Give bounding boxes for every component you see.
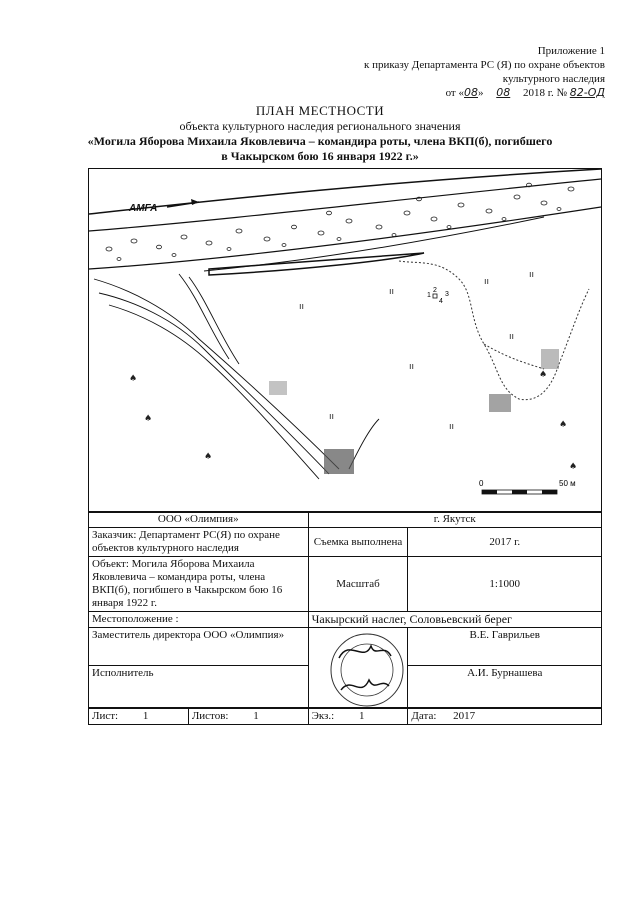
grass-icon: ıı	[389, 287, 395, 297]
scale-bar-seg-2	[512, 490, 527, 494]
grass-icon: ıı	[509, 332, 515, 342]
appendix-line-3: культурного наследия	[502, 73, 605, 85]
grass-icon: ıı	[449, 422, 455, 432]
performer-name-cell: А.И. Бурнашева	[408, 666, 602, 708]
city-cell: г. Якутск	[308, 512, 601, 528]
signature-cell	[308, 628, 408, 708]
copy-label: Экз.:	[311, 710, 335, 722]
grass-icon: ıı	[529, 270, 535, 280]
river-bank-north	[89, 169, 601, 214]
date-label: Дата:	[411, 710, 437, 722]
stamp-row-customer	[89, 528, 602, 557]
point-label-4: 4	[439, 298, 443, 305]
scale-label-cell: Масштаб	[308, 557, 408, 612]
object-title-line-2: в Чакырском бою 16 января 1922 г.»	[221, 149, 419, 163]
stamp-row-deputy	[89, 628, 602, 666]
survey-label-cell: Съемка выполнена	[308, 528, 408, 557]
sandbar-outline	[209, 253, 424, 275]
appendix-line-1: Приложение 1	[537, 45, 605, 57]
deputy-label-cell: Заместитель директора ООО «Олимпия»	[89, 628, 309, 666]
stamp-row-company	[89, 512, 602, 528]
point-label-2: 2	[433, 287, 437, 294]
object-title-line-1: «Могила Яборова Михаила Яковлевича – командира роты, члена ВКП(б), погибшего	[87, 134, 553, 148]
sheets-label: Листов:	[191, 710, 229, 722]
date-month: 08	[496, 86, 511, 99]
sheets-value: 1	[253, 710, 259, 722]
bank-slope-line	[204, 217, 544, 271]
customer-cell: Заказчик: Департамент РС(Я) по охране объектов культурного наследия	[89, 528, 309, 557]
flow-arrow-head-icon	[191, 199, 199, 205]
grave-points	[427, 287, 449, 305]
grass-icon: ıı	[329, 412, 335, 422]
stamp-row-object	[89, 557, 602, 612]
date-prefix: от «	[445, 87, 464, 99]
official-seal	[309, 628, 409, 708]
object-title	[60, 134, 580, 164]
scale-bar	[479, 479, 576, 494]
sheets-cell	[188, 709, 308, 725]
tree-icon: ♠	[569, 462, 578, 472]
scale-bar-seg-3	[542, 490, 557, 494]
shaded-area-4	[269, 381, 287, 395]
site-map-drawing	[89, 169, 601, 512]
point-label-1: 1	[427, 292, 431, 299]
date-sep: »	[478, 87, 484, 99]
grass-icon: ıı	[484, 277, 490, 287]
stamp-row-location	[89, 612, 602, 628]
terrace-boundary-branch	[484, 344, 544, 369]
location-label-cell: Местоположение :	[89, 612, 309, 628]
tree-icon: ♠	[559, 420, 568, 430]
plan-title: ПЛАН МЕСТНОСТИ	[255, 103, 385, 118]
sheet-label: Лист:	[92, 710, 119, 722]
signature-1	[339, 646, 391, 658]
river-bank-south	[89, 207, 601, 269]
copy-value: 1	[358, 710, 365, 722]
grass-icon: ıı	[409, 362, 415, 372]
performer-label-cell: Исполнитель	[89, 666, 309, 708]
grave-marker	[433, 294, 437, 298]
grass-icon: ıı	[299, 302, 305, 312]
stamp-table	[88, 511, 602, 708]
shaded-area-2	[489, 394, 511, 412]
scale-start-label: 0	[479, 479, 484, 488]
scale-end-label: 50 м	[559, 479, 576, 488]
order-date-line	[364, 86, 605, 100]
date-value: 2017	[453, 710, 476, 722]
date-day: 08	[464, 86, 478, 99]
company-cell: ООО «Олимпия»	[89, 512, 309, 528]
sheet-info-row	[89, 709, 602, 725]
copy-cell	[308, 709, 408, 725]
tree-icon: ♠	[144, 414, 153, 424]
site-map	[88, 168, 602, 513]
scale-value-cell: 1:1000	[408, 557, 602, 612]
tree-icon: ♠	[204, 452, 213, 462]
terrace-boundary	[399, 261, 589, 400]
appendix-line-2: к приказу Департамента РС (Я) по охране объектов	[363, 59, 605, 71]
sheet-info-table	[88, 708, 602, 725]
date-cell	[408, 709, 602, 725]
sheet-cell	[89, 709, 189, 725]
survey-year-cell: 2017 г.	[408, 528, 602, 557]
location-value-cell: Чакырский наслег, Соловьевский берег	[308, 612, 601, 628]
plan-subtitle: объекта культурного наследия регионального значения	[179, 119, 461, 133]
date-year: 2018 г. №	[523, 87, 568, 99]
order-number: 82-ОД	[569, 86, 605, 99]
sheet-value: 1	[142, 710, 149, 722]
object-cell: Объект: Могила Яборова Михаила Яковлевича – командира роты, члена ВКП(б), погибшего в Чакырском бою 16 января 1922 г.	[89, 557, 309, 612]
point-label-3: 3	[445, 291, 449, 298]
deputy-name-cell: В.Е. Гаврильев	[408, 628, 602, 666]
shaded-area-1	[324, 449, 354, 474]
shaded-area-3	[541, 349, 559, 369]
scale-bar-seg-1	[482, 490, 497, 494]
river-label: АМГА	[129, 203, 158, 214]
tree-icon: ♠	[129, 374, 138, 384]
appendix-header	[364, 44, 605, 100]
seal-outer-ring	[331, 634, 403, 706]
tree-icon: ♠	[539, 370, 548, 380]
